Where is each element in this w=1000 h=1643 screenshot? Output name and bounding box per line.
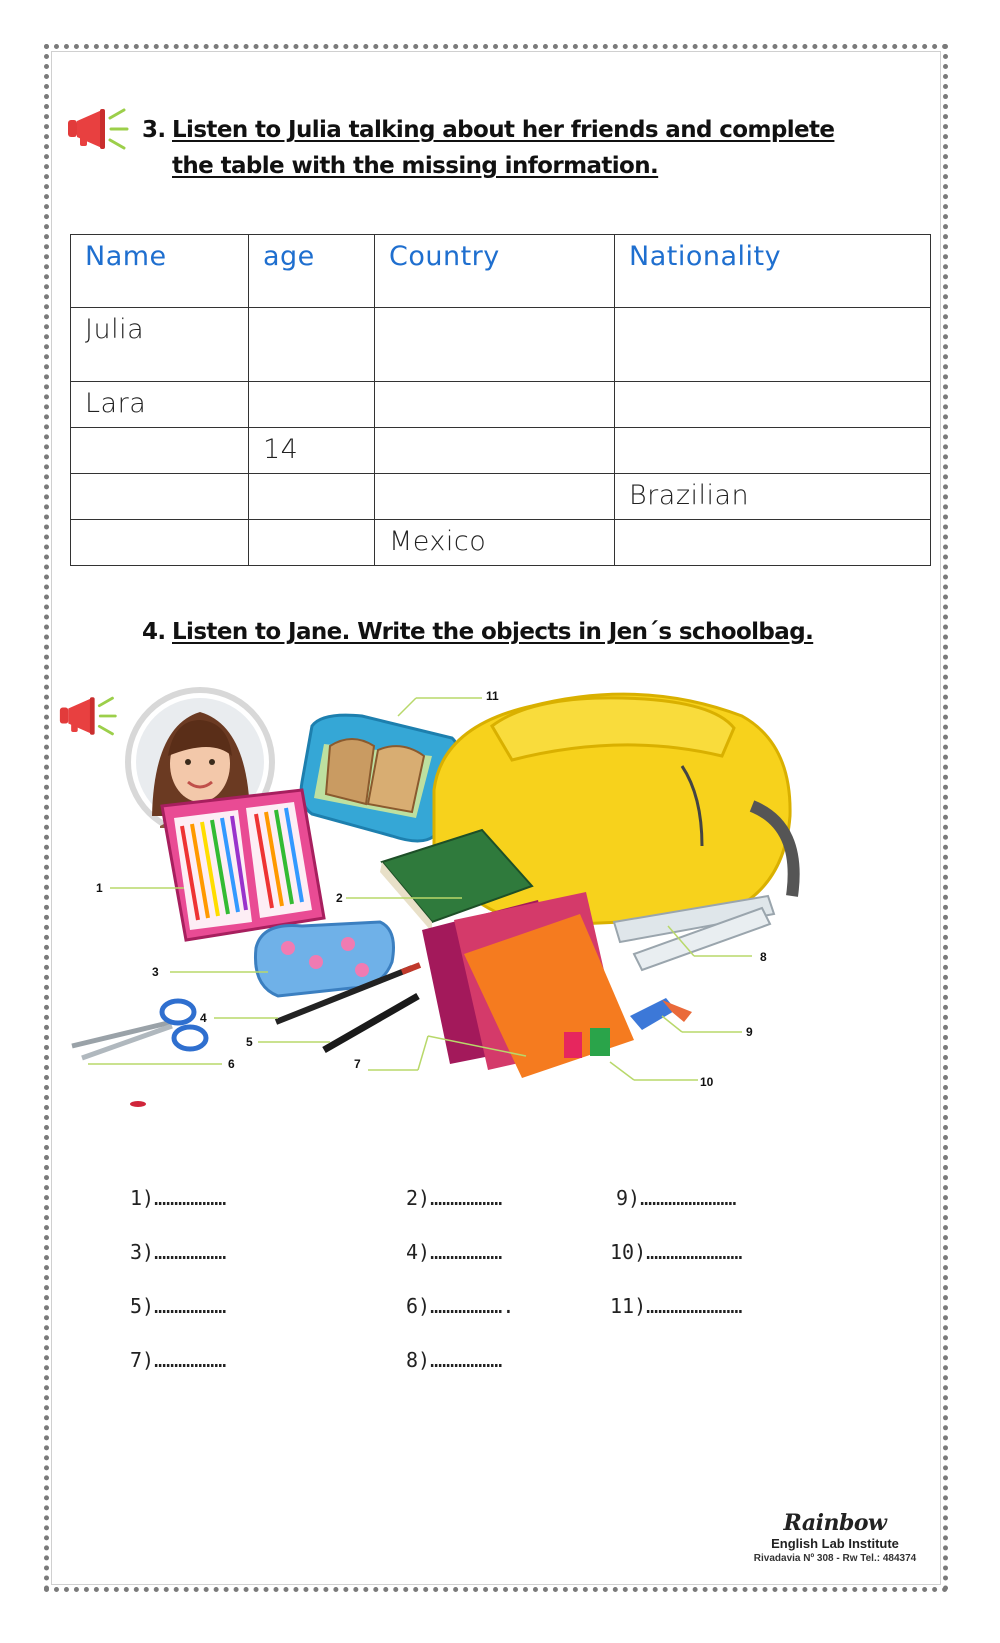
cell-country[interactable] [375, 308, 615, 382]
exercise-3-instruction [142, 112, 862, 184]
picture-label: 11 [486, 689, 499, 703]
table-row [71, 474, 931, 520]
megaphone-icon [66, 106, 132, 152]
logo-brand: Rainbow [783, 1510, 887, 1536]
picture-label: 3 [152, 965, 159, 979]
picture-label: 1 [96, 881, 103, 895]
table-row [71, 428, 931, 474]
cell-age: 14 [249, 428, 375, 474]
cell-nationality: Brazilian [615, 474, 931, 520]
picture-label: 4 [200, 1011, 207, 1025]
cell-nationality[interactable] [615, 382, 931, 428]
picture-label: 7 [354, 1057, 361, 1071]
table-row [71, 308, 931, 382]
header-country: Country [375, 235, 615, 308]
answer-line[interactable]: 11)…………………… [610, 1294, 743, 1318]
cell-nationality[interactable] [615, 428, 931, 474]
cell-age[interactable] [249, 520, 375, 566]
picture-label: 9 [746, 1025, 753, 1039]
answer-line[interactable]: 5)……………… [130, 1294, 227, 1318]
cell-nationality[interactable] [615, 520, 931, 566]
exercise-number: 4. [142, 619, 166, 645]
logo-address: Rivadavia Nº 308 - Rw Tel.: 484374 [753, 1553, 917, 1564]
picture-label: 8 [760, 950, 767, 964]
table-row [71, 382, 931, 428]
header-age: age [249, 235, 375, 308]
cell-name: Julia [71, 308, 249, 382]
cell-age[interactable] [249, 382, 375, 428]
cell-name[interactable] [71, 474, 249, 520]
friends-table [70, 234, 931, 566]
exercise-4-instruction [142, 614, 862, 650]
exercise-title: Listen to Jane. Write the objects in Jen´s schoolbag. [172, 619, 814, 645]
header-nationality: Nationality [615, 235, 931, 308]
answer-line[interactable]: 1)……………… [130, 1186, 227, 1210]
pen [324, 996, 418, 1050]
table-header-row [71, 235, 931, 308]
header-name: Name [71, 235, 249, 308]
scissors [72, 1001, 206, 1058]
cell-country[interactable] [375, 428, 615, 474]
answer-line[interactable]: 7)……………… [130, 1348, 227, 1372]
logo-subtitle: English Lab Institute [771, 1536, 899, 1551]
cell-name[interactable] [71, 520, 249, 566]
schoolbag-illustration [62, 686, 842, 1156]
institute-logo [735, 1510, 935, 1564]
cell-age[interactable] [249, 474, 375, 520]
answer-line[interactable]: 9)…………………… [616, 1186, 737, 1210]
answer-line[interactable]: 3)……………… [130, 1240, 227, 1264]
cell-name: Lara [71, 382, 249, 428]
picture-label: 2 [336, 891, 343, 905]
answer-line[interactable]: 6)………………. [406, 1294, 515, 1318]
picture-label: 10 [700, 1075, 714, 1089]
cell-country[interactable] [375, 474, 615, 520]
answer-line[interactable]: 4)……………… [406, 1240, 503, 1264]
table-row [71, 520, 931, 566]
cell-name[interactable] [71, 428, 249, 474]
cell-country[interactable] [375, 382, 615, 428]
answer-line[interactable]: 10)…………………… [610, 1240, 743, 1264]
cell-age[interactable] [249, 308, 375, 382]
cell-country: Mexico [375, 520, 615, 566]
exercise-number: 3. [142, 117, 166, 143]
answer-line[interactable]: 2)……………… [406, 1186, 503, 1210]
pencil-case [162, 790, 324, 940]
answer-line[interactable]: 8)……………… [406, 1348, 503, 1372]
picture-label: 6 [228, 1057, 235, 1071]
cell-nationality[interactable] [615, 308, 931, 382]
exercise-title: Listen to Julia talking about her friends and complete the table with the missing information. [172, 117, 835, 179]
picture-label: 5 [246, 1035, 253, 1049]
eraser [630, 998, 692, 1030]
